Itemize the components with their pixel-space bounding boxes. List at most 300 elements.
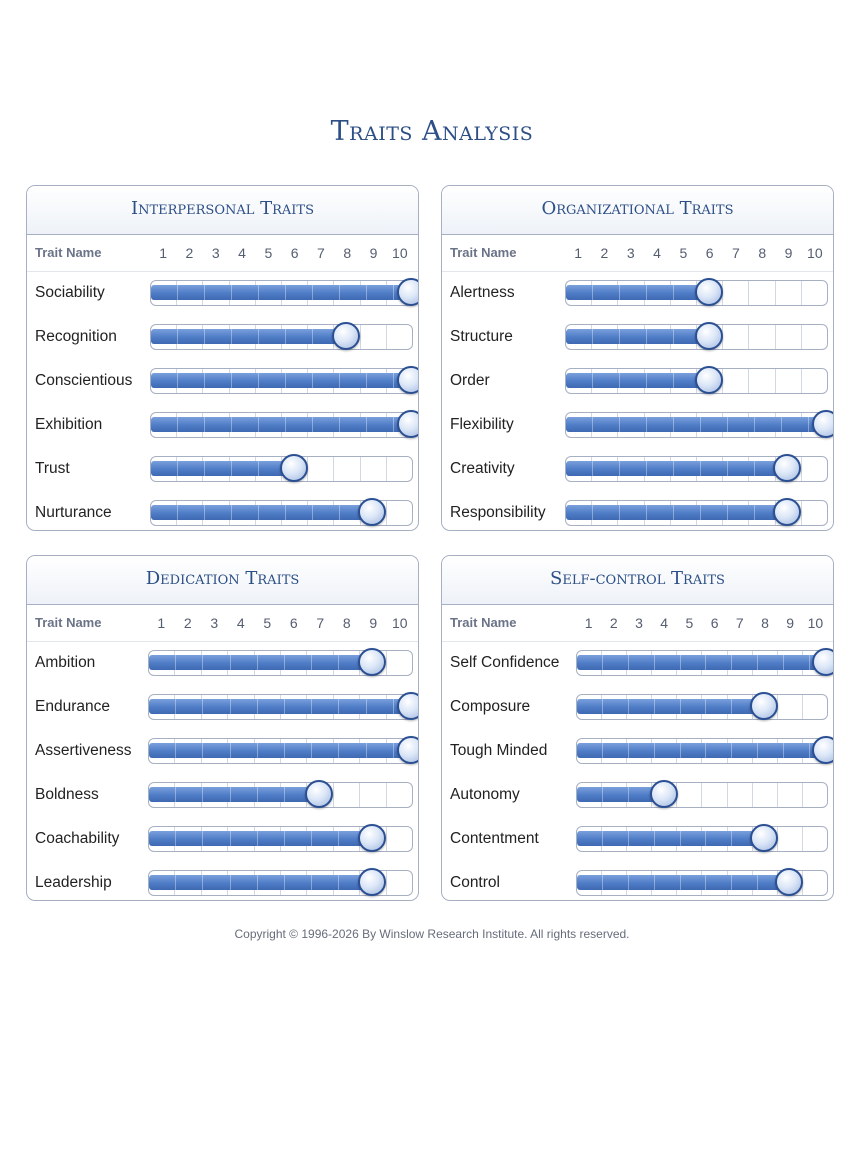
scale-tick-label: 2 — [600, 245, 609, 261]
score-bar-segment — [258, 655, 285, 670]
scale-tick-label: 4 — [236, 615, 245, 631]
trait-label: Self Confidence — [450, 654, 560, 671]
trait-name-header: Trait Name — [450, 245, 517, 260]
score-bar-segment — [231, 743, 258, 758]
score-bar-segment — [203, 743, 230, 758]
trait-scale-track — [150, 500, 413, 526]
panel-interpersonal-traits — [26, 185, 419, 531]
scale-cell — [802, 281, 827, 305]
scale-cell — [802, 501, 827, 525]
trait-scale-track — [576, 738, 828, 764]
trait-score-knob — [358, 824, 386, 852]
trait-label: Leadership — [35, 874, 112, 891]
scale-tick-label: 5 — [685, 615, 694, 631]
score-bar-segments — [151, 461, 294, 476]
trait-label: Coachability — [35, 830, 120, 847]
score-bar-segment — [203, 655, 230, 670]
trait-score-knob — [812, 648, 834, 676]
score-bar-segment — [149, 787, 176, 802]
score-bar-segment — [732, 875, 758, 890]
trait-scale-track — [148, 650, 413, 676]
panel-title: Dedication Traits — [27, 556, 418, 605]
score-bar-segment — [203, 699, 230, 714]
scale-tick-label: 9 — [369, 615, 378, 631]
score-bar-segment — [701, 505, 728, 520]
scale-tick-label: 2 — [183, 615, 192, 631]
score-bar-segment — [367, 699, 394, 714]
score-bar-segment — [203, 875, 230, 890]
score-bar-segment — [151, 461, 178, 476]
trait-label: Creativity — [450, 460, 515, 477]
scale-cell — [776, 369, 802, 393]
scale-cell — [361, 457, 387, 481]
score-bar-segment — [151, 373, 178, 388]
score-bar-segment — [313, 505, 340, 520]
score-bar-segment — [259, 373, 286, 388]
score-bar-segment — [620, 329, 647, 344]
score-bar-segment — [312, 699, 339, 714]
scale-tick-label: 1 — [157, 615, 166, 631]
score-bar-segment — [629, 875, 655, 890]
column-header — [27, 235, 418, 272]
scale-tick-label: 5 — [263, 615, 272, 631]
score-bar-segment — [285, 699, 312, 714]
trait-name-header: Trait Name — [35, 615, 102, 630]
score-bar-segment — [231, 655, 258, 670]
score-bar-segment — [566, 505, 593, 520]
scale-cell — [803, 783, 827, 807]
score-bar-segments — [149, 787, 319, 802]
score-bar-segment — [674, 461, 701, 476]
scale-cell — [723, 369, 749, 393]
score-bar-segment — [339, 743, 366, 758]
trait-scale-track — [565, 280, 828, 306]
score-bar-segment — [205, 373, 232, 388]
score-bar-segment — [176, 875, 203, 890]
trait-label: Assertiveness — [35, 742, 132, 759]
scale-tick-label: 1 — [159, 245, 168, 261]
score-bar-segments — [151, 505, 372, 520]
score-bar-segments — [151, 417, 411, 432]
score-bar-segment — [655, 743, 681, 758]
score-bar-segments — [566, 505, 787, 520]
trait-score-knob — [775, 868, 803, 896]
score-bar-segments — [577, 655, 826, 670]
score-bar-segment — [258, 743, 285, 758]
trait-score-knob — [397, 692, 419, 720]
trait-row — [442, 686, 833, 730]
trait-label: Trust — [35, 460, 70, 477]
score-bar-segment — [577, 699, 603, 714]
score-bar-segment — [701, 417, 728, 432]
trait-scale-track — [148, 826, 413, 852]
score-bar-segment — [232, 373, 259, 388]
score-bar-segment — [784, 655, 810, 670]
trait-score-knob — [397, 410, 419, 438]
score-bar-segments — [149, 743, 411, 758]
score-bar-segment — [339, 699, 366, 714]
scale-tick-label: 7 — [316, 615, 325, 631]
trait-label: Boldness — [35, 786, 99, 803]
trait-scale-track — [150, 412, 413, 438]
scale-cell — [778, 783, 803, 807]
score-bar-segment — [231, 875, 258, 890]
scale-tick-label: 7 — [735, 615, 744, 631]
score-bar-segments — [151, 373, 411, 388]
trait-label: Ambition — [35, 654, 96, 671]
trait-row — [442, 862, 833, 901]
trait-scale-track — [150, 324, 413, 350]
scale-cell — [778, 695, 803, 719]
score-bar-segments — [566, 285, 709, 300]
score-bar-segment — [259, 329, 286, 344]
score-bar-segment — [367, 285, 394, 300]
score-bar-segment — [593, 505, 620, 520]
trait-label: Contentment — [450, 830, 539, 847]
score-bar-segment — [176, 743, 203, 758]
score-bar-segment — [285, 875, 312, 890]
scale-tick-label: 6 — [705, 245, 714, 261]
score-bar-segment — [151, 285, 178, 300]
score-bar-segment — [149, 743, 176, 758]
trait-score-knob — [280, 454, 308, 482]
score-bar-segment — [258, 699, 285, 714]
score-bar-segment — [620, 417, 647, 432]
trait-row — [442, 730, 833, 774]
trait-row — [442, 448, 833, 492]
trait-scale-track — [576, 870, 828, 896]
score-bar-segments — [577, 699, 764, 714]
scale-cell — [803, 695, 827, 719]
scale-tick-label: 6 — [290, 245, 299, 261]
scale-cell — [361, 325, 387, 349]
scale-tick-label: 4 — [238, 245, 246, 261]
score-bar-segment — [232, 285, 259, 300]
trait-label: Control — [450, 874, 500, 891]
copyright-notice: Copyright © 1996-2026 By Winslow Research Institute. All rights reserved. — [234, 927, 630, 941]
scale-tick-label: 1 — [574, 245, 583, 261]
score-bar-segment — [629, 831, 655, 846]
trait-row — [27, 492, 418, 531]
trait-scale-track — [565, 456, 828, 482]
column-header — [442, 235, 833, 272]
scale-cell — [387, 325, 412, 349]
score-bar-segment — [674, 505, 701, 520]
score-bar-segment — [231, 787, 258, 802]
trait-row — [27, 686, 418, 730]
scale-cell — [802, 325, 827, 349]
score-bar-segment — [681, 875, 707, 890]
scale-tick-label: 7 — [732, 245, 740, 261]
score-bar-segment — [313, 417, 340, 432]
scale-cell — [677, 783, 702, 807]
score-bar-segment — [577, 831, 603, 846]
score-bar-segment — [706, 655, 732, 670]
score-bar-segment — [566, 373, 593, 388]
score-bar-segment — [285, 655, 312, 670]
score-bar-segment — [603, 699, 629, 714]
trait-score-knob — [750, 692, 778, 720]
score-bar-segment — [205, 505, 232, 520]
scale-tick-label: 5 — [264, 245, 273, 261]
scale-cell — [387, 457, 412, 481]
trait-scale-track — [148, 738, 413, 764]
trait-score-knob — [695, 366, 723, 394]
trait-row — [27, 730, 418, 774]
scale-tick-label: 7 — [317, 245, 325, 261]
trait-scale-track — [148, 782, 413, 808]
scale-cell — [387, 827, 412, 851]
score-bar-segment — [151, 417, 178, 432]
score-bar-segment — [647, 505, 674, 520]
score-bar-segment — [647, 329, 674, 344]
score-bar-segment — [603, 831, 629, 846]
panel-title: Interpersonal Traits — [27, 186, 418, 235]
score-bar-segment — [593, 285, 620, 300]
score-bar-segment — [176, 655, 203, 670]
scale-tick-label: 10 — [392, 245, 408, 261]
trait-score-knob — [695, 322, 723, 350]
scale-tick-label: 9 — [786, 615, 795, 631]
score-bar-segment — [681, 831, 707, 846]
score-bar-segment — [784, 743, 810, 758]
scale-cell — [778, 827, 803, 851]
score-bar-segments — [151, 329, 346, 344]
score-bar-segment — [655, 655, 681, 670]
scale-tick-label: 3 — [635, 615, 643, 631]
score-bar-segment — [231, 699, 258, 714]
trait-score-knob — [397, 366, 419, 394]
scale-tick-label: 8 — [761, 615, 769, 631]
score-bar-segment — [758, 655, 784, 670]
score-bar-segment — [593, 417, 620, 432]
trait-row — [442, 642, 833, 686]
score-bar-segment — [285, 743, 312, 758]
score-bar-segment — [620, 285, 647, 300]
column-header — [27, 605, 418, 642]
trait-row — [27, 774, 418, 818]
trait-score-knob — [358, 498, 386, 526]
score-bar-segment — [232, 417, 259, 432]
scale-cell — [753, 783, 778, 807]
score-bar-segment — [176, 787, 203, 802]
score-bar-segment — [286, 417, 313, 432]
trait-label: Structure — [450, 328, 513, 345]
scale-tick-label: 9 — [784, 245, 793, 261]
scale-cell — [360, 783, 386, 807]
score-bar-segment — [340, 417, 367, 432]
score-bar-segment — [367, 417, 394, 432]
score-bar-segment — [782, 417, 809, 432]
score-bar-segment — [232, 461, 259, 476]
trait-score-knob — [397, 278, 419, 306]
scale-cell — [387, 783, 412, 807]
score-bar-segment — [312, 831, 339, 846]
score-bar-segment — [728, 505, 755, 520]
trait-name-header: Trait Name — [450, 615, 517, 630]
score-bar-segment — [620, 461, 647, 476]
scale-cell — [702, 783, 727, 807]
panel-organizational-traits — [441, 185, 834, 531]
score-bar-segment — [566, 329, 593, 344]
trait-scale-track — [150, 280, 413, 306]
score-bar-segment — [149, 831, 176, 846]
score-bar-segments — [149, 875, 372, 890]
scale-cell — [802, 369, 827, 393]
score-bar-segment — [178, 417, 205, 432]
score-bar-segment — [340, 285, 367, 300]
score-bar-segment — [620, 373, 647, 388]
score-bar-segments — [149, 699, 411, 714]
trait-score-knob — [397, 736, 419, 764]
score-bar-segment — [340, 373, 367, 388]
trait-score-knob — [358, 648, 386, 676]
trait-label: Nurturance — [35, 504, 112, 521]
score-bar-segment — [706, 875, 732, 890]
score-bar-segment — [232, 505, 259, 520]
score-bar-segment — [258, 831, 285, 846]
scale-cell — [749, 281, 775, 305]
scale-cell — [723, 325, 749, 349]
score-bar-segment — [577, 875, 603, 890]
scale-tick-label: 10 — [807, 245, 823, 261]
scale-tick-label: 3 — [211, 245, 220, 261]
score-bar-segment — [566, 461, 593, 476]
score-bar-segment — [178, 505, 205, 520]
trait-score-knob — [750, 824, 778, 852]
trait-scale-track — [148, 694, 413, 720]
scale-cell — [387, 651, 412, 675]
score-bar-segment — [706, 699, 732, 714]
scale-tick-label: 5 — [679, 245, 688, 261]
trait-scale-track — [150, 368, 413, 394]
score-bar-segment — [205, 285, 232, 300]
trait-scale-track — [565, 368, 828, 394]
trait-scale-track — [148, 870, 413, 896]
score-bar-segments — [566, 461, 787, 476]
score-bar-segment — [732, 655, 758, 670]
trait-row — [27, 272, 418, 316]
score-bar-segment — [603, 787, 629, 802]
score-bar-segment — [647, 417, 674, 432]
trait-name-header: Trait Name — [35, 245, 102, 260]
scale-tick-label: 1 — [584, 615, 593, 631]
score-bar-segment — [647, 285, 674, 300]
score-bar-segment — [701, 461, 728, 476]
scale-cell — [749, 369, 775, 393]
scale-cell — [723, 281, 749, 305]
score-bar-segment — [312, 655, 339, 670]
trait-score-knob — [695, 278, 723, 306]
score-bar-segment — [178, 329, 205, 344]
scale-cell — [728, 783, 753, 807]
score-bar-segments — [566, 373, 709, 388]
score-bar-segment — [629, 743, 655, 758]
score-bar-segment — [313, 373, 340, 388]
scale-tick-label: 8 — [758, 245, 767, 261]
score-bar-segment — [176, 831, 203, 846]
score-bar-segment — [674, 417, 701, 432]
score-bar-segment — [593, 461, 620, 476]
score-bar-segment — [205, 417, 232, 432]
score-bar-segments — [149, 655, 372, 670]
score-bar-segment — [706, 831, 732, 846]
score-bar-segments — [577, 875, 789, 890]
trait-label: Order — [450, 372, 490, 389]
score-bar-segment — [258, 787, 285, 802]
score-bar-segment — [286, 373, 313, 388]
scale-cell — [334, 783, 360, 807]
scale-tick-label: 3 — [210, 615, 219, 631]
scale-cell — [334, 457, 360, 481]
scale-tick-label: 6 — [289, 615, 298, 631]
trait-row — [27, 818, 418, 862]
score-bar-segment — [286, 505, 313, 520]
score-bar-segments — [566, 417, 826, 432]
score-bar-segment — [593, 373, 620, 388]
score-bar-segment — [577, 787, 603, 802]
score-bar-segments — [577, 831, 764, 846]
score-bar-segment — [755, 417, 782, 432]
score-bar-segment — [259, 505, 286, 520]
score-bar-segment — [286, 329, 313, 344]
trait-row — [27, 862, 418, 901]
trait-score-knob — [812, 410, 834, 438]
score-bar-segment — [728, 417, 755, 432]
trait-row — [27, 316, 418, 360]
scale-tick-label: 10 — [807, 615, 824, 631]
trait-label: Autonomy — [450, 786, 520, 803]
trait-score-knob — [773, 454, 801, 482]
trait-score-knob — [773, 498, 801, 526]
panel-dedication-traits — [26, 555, 419, 901]
scale-tick-label: 8 — [342, 615, 351, 631]
scale-tick-label: 6 — [710, 615, 719, 631]
score-bar-segment — [681, 655, 707, 670]
score-bar-segment — [312, 743, 339, 758]
score-bar-segment — [203, 787, 230, 802]
score-bar-segment — [178, 285, 205, 300]
trait-row — [27, 642, 418, 686]
score-bar-segment — [629, 655, 655, 670]
score-bar-segment — [647, 461, 674, 476]
trait-row — [27, 404, 418, 448]
scale-tick-label: 3 — [626, 245, 635, 261]
trait-row — [27, 448, 418, 492]
trait-scale-track — [576, 650, 828, 676]
page-title: Traits Analysis — [330, 116, 534, 147]
trait-row — [442, 818, 833, 862]
trait-scale-track — [576, 694, 828, 720]
trait-score-knob — [650, 780, 678, 808]
trait-score-knob — [812, 736, 834, 764]
score-bar-segment — [577, 655, 603, 670]
score-bar-segment — [151, 329, 178, 344]
trait-scale-track — [150, 456, 413, 482]
trait-label: Recognition — [35, 328, 117, 345]
panel-self-control-traits — [441, 555, 834, 901]
score-bar-segment — [149, 699, 176, 714]
scale-cell — [387, 871, 412, 895]
score-bar-segment — [203, 831, 230, 846]
score-bar-segment — [259, 417, 286, 432]
trait-scale-track — [565, 412, 828, 438]
score-bar-segments — [577, 743, 826, 758]
score-bar-segments — [151, 285, 411, 300]
score-bar-segment — [176, 699, 203, 714]
score-bar-segment — [655, 875, 681, 890]
scale-cell — [803, 827, 827, 851]
